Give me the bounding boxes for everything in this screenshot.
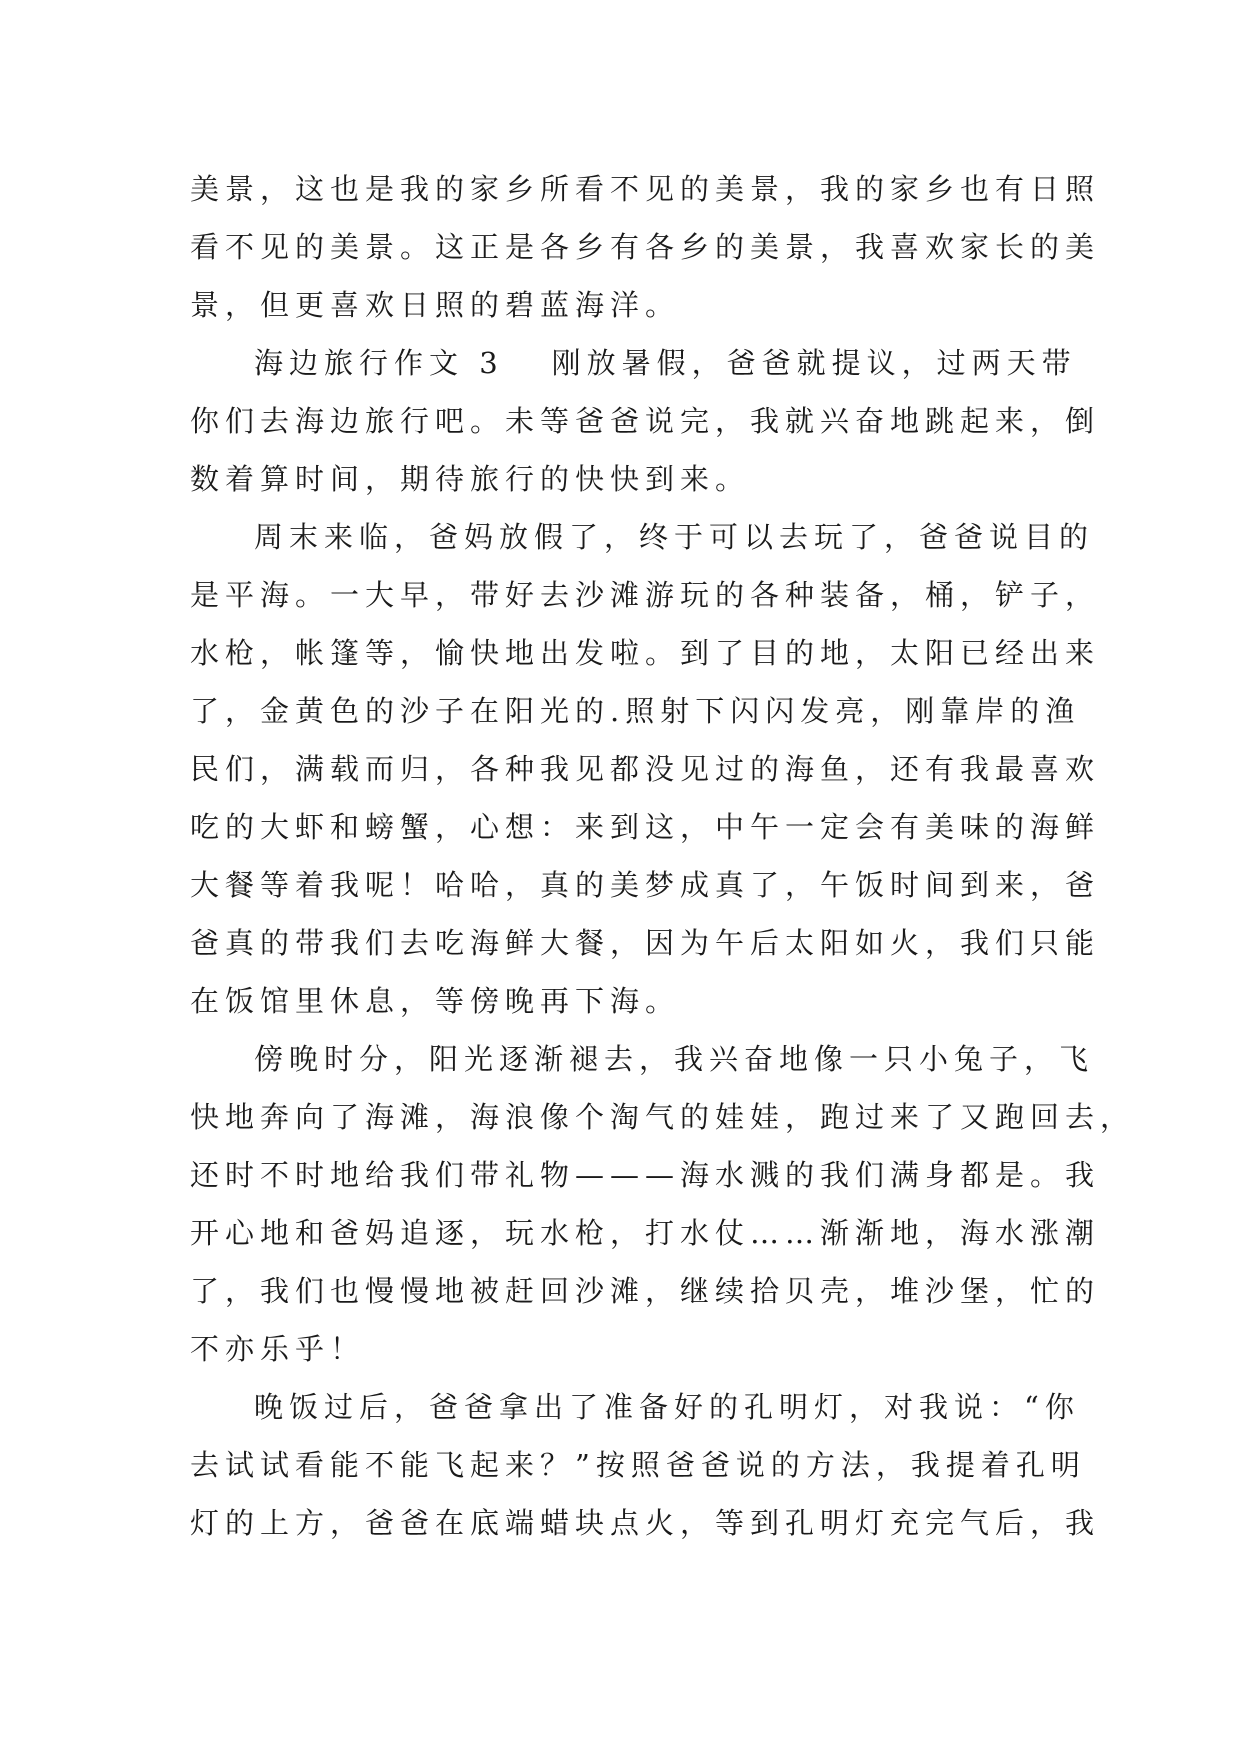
text-line: 数着算时间，期待旅行的快快到来。 <box>190 462 751 496</box>
text-line: 大餐等着我呢！哈哈，真的美梦成真了，午饭时间到来，爸 <box>190 868 1101 902</box>
text-line: 水枪，帐篷等，愉快地出发啦。到了目的地，太阳已经出来 <box>190 636 1101 670</box>
text-line: 景，但更喜欢日照的碧蓝海洋。 <box>190 288 681 322</box>
section-heading: 海边旅行作文 3 <box>254 346 504 380</box>
text-line: 晚饭过后，爸爸拿出了准备好的孔明灯，对我说：“你 <box>254 1390 1080 1424</box>
text-line: 了，我们也慢慢地被赶回沙滩，继续拾贝壳，堆沙堡，忙的 <box>190 1274 1101 1308</box>
text-line: 美景，这也是我的家乡所看不见的美景，我的家乡也有日照 <box>190 172 1101 206</box>
text-line: 开心地和爸妈追逐，玩水枪，打水仗……渐渐地，海水涨潮 <box>190 1216 1101 1250</box>
text-line: 看不见的美景。这正是各乡有各乡的美景，我喜欢家长的美 <box>190 230 1101 264</box>
text-line: 不亦乐乎！ <box>190 1332 366 1366</box>
text-line: 你们去海边旅行吧。未等爸爸说完，我就兴奋地跳起来，倒 <box>190 404 1101 438</box>
text-line: 去试试看能不能飞起来？”按照爸爸说的方法，我提着孔明 <box>190 1448 1086 1482</box>
text-line: 傍晚时分，阳光逐渐褪去，我兴奋地像一只小兔子，飞 <box>254 1042 1095 1076</box>
text-line: 快地奔向了海滩，海浪像个淘气的娃娃，跑过来了又跑回去， <box>190 1100 1136 1134</box>
text-line: 还时不时地给我们带礼物———海水溅的我们满身都是。我 <box>190 1158 1101 1192</box>
text-line: 刚放暑假，爸爸就提议，过两天带 <box>551 346 1077 380</box>
text-line: 灯的上方，爸爸在底端蜡块点火，等到孔明灯充完气后，我 <box>190 1506 1101 1540</box>
text-line: 是平海。一大早，带好去沙滩游玩的各种装备，桶，铲子， <box>190 578 1101 612</box>
document-body <box>190 160 1136 1552</box>
text-line: 了，金黄色的沙子在阳光的.照射下闪闪发亮，刚靠岸的渔 <box>190 694 1081 728</box>
text-line: 爸真的带我们去吃海鲜大餐，因为午后太阳如火，我们只能 <box>190 926 1101 960</box>
text-line: 周末来临，爸妈放假了，终于可以去玩了，爸爸说目的 <box>254 520 1095 554</box>
text-line: 吃的大虾和螃蟹，心想：来到这，中午一定会有美味的海鲜 <box>190 810 1101 844</box>
text-line: 在饭馆里休息，等傍晚再下海。 <box>190 984 681 1018</box>
text-line: 民们，满载而归，各种我见都没见过的海鱼，还有我最喜欢 <box>190 752 1101 786</box>
section-heading-line <box>190 334 1077 392</box>
